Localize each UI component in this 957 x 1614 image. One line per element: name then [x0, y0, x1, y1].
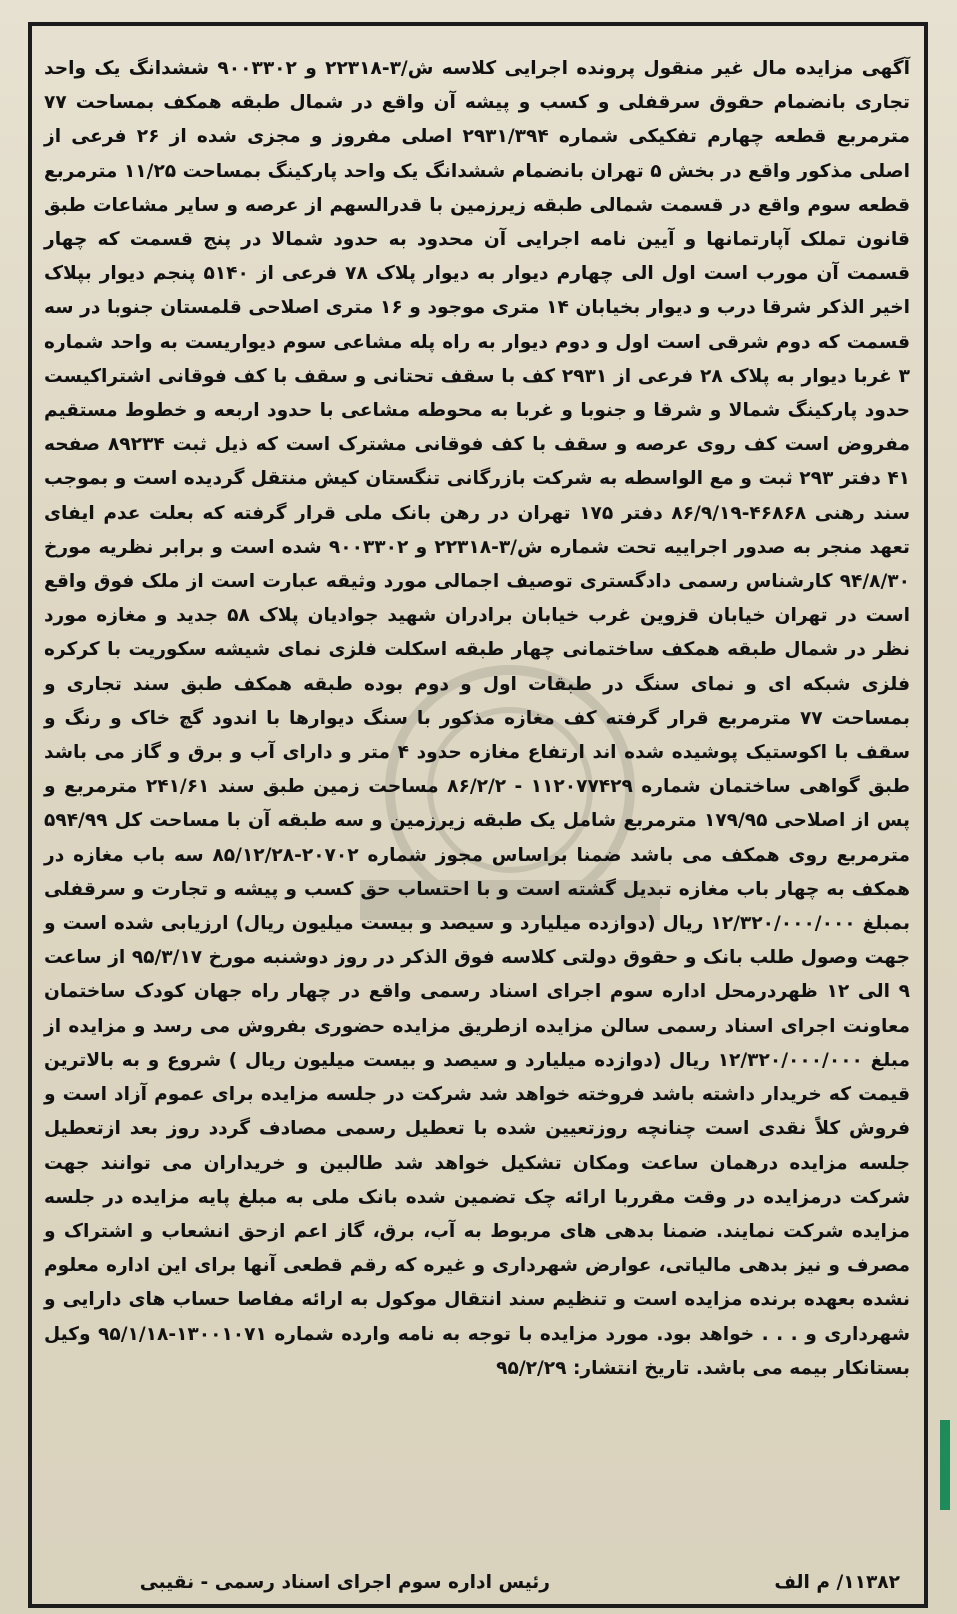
reference-number: ۱۱۳۸۲/ م الف — [774, 1572, 900, 1593]
auction-notice-text: آگهی مزایده مال غیر منقول پرونده اجرایی کلاسه ش/۳-۲۲۳۱۸ و ۹۰۰۳۳۰۲ ششدانگ یک واحد تجاری بانضمام حقوق سرقفلی و کسب و پیشه آن واقع در شمال طبقه همکف بمساحت ۷۷ مترمربع قطعه چهارم تفکیکی شماره ۲۹۳۱/۳۹۴ اصلی مفروز و مجزی شده از ۲۶ فرعی از اصلی مذکور واقع در بخش ۵ تهران بانضمام ششدانگ یک واحد پارکینگ بمساحت ۱۱/۲۵ مترمربع قطعه سوم واقع در قسمت شمالی طبقه زیرزمین با قدرالسهم از عرصه و سایر مشاعات طبق قانون تملک آپارتمانها و آیین نامه اجرایی آن محدود به حدود شمالا در پنج قسمت که چهار قسمت آن مورب است اول الی چهارم دیوار به دیوار پلاک ۷۸ فرعی از ۵۱۴۰ پنجم دیوار بپلاک اخیر الذکر شرقا درب و دیوار بخیابان ۱۴ متری موجود و ۱۶ متری اصلاحی قلمستان جنوبا در سه قسمت که دوم شرقی است اول و دوم دیوار به راه پله مشاعی سوم دیواریست به واحد شماره ۳ غربا دیوار به پلاک ۲۸ فرعی از ۲۹۳۱ کف با سقف تحتانی و سقف با کف فوقانی اشتراکیست حدود پارکینگ شمالا و شرقا و جنوبا و غربا به محوطه مشاعی با حدود اربعه و خطوط مستقیم مفروض است کف روی عرصه و سقف با کف فوقانی مشترک است که ذیل ثبت ۸۹۲۳۴ صفحه ۴۱ دفتر ۲۹۳ ثبت و مع الواسطه به شرکت بازرگانی تنگستان کیش منتقل گردیده است و بموجب سند رهنی ۴۶۸۶۸-۸۶/۹/۱۹ دفتر ۱۷۵ تهران در رهن بانک ملی قرار گرفته که بعلت عدم ایفای تعهد منجر به صدور اجراییه تحت شماره ش/۳-۲۲۳۱۸ و ۹۰۰۳۳۰۲ شده است و برابر نظریه مورخ ۹۴/۸/۳۰ کارشناس رسمی دادگستری توصیف اجمالی مورد وثیقه عبارت است از ملک فوق واقع است در تهران خیابان قزوین غرب خیابان برادران شهید جوادیان پلاک ۵۸ جدید و مغازه مورد نظر در شمال طبقه همکف ساختمانی چهار طبقه اسکلت فلزی نمای شیشه سکوریت با کرکره فلزی شبکه ای و نمای سنگ در طبقات اول و دوم بوده طبقه همکف طبق سند تجاری و بمساحت ۷۷ مترمربع قرار گرفته کف مغازه مذکور با سنگ دیوارها با اندود گچ خاک و رنگ و سقف با اکوستیک پوشیده شده اند ارتفاع مغازه حدود ۴ متر و دارای آب و برق و گاز می باشد طبق گواهی ساختمان شماره ۱۱۲۰۷۷۴۲۹ - ۸۶/۲/۲ مساحت زمین طبق سند ۲۴۱/۶۱ مترمربع و پس از اصلاحی ۱۷۹/۹۵ مترمربع شامل یک طبقه زیرزمین و سه طبقه آن با مساحت کل ۵۹۴/۹۹ مترمربع روی همکف می باشد ضمنا براساس مجوز شماره ۲۰۷۰۲-۸۵/۱۲/۲۸ سه باب مغازه در همکف به چهار باب مغازه تبدیل گشته است و با احتساب حق کسب و پیشه و تجارت و سرقفلی بمبلغ ۱۲/۳۲۰/۰۰۰/۰۰۰ ریال (دوازده میلیارد و سیصد و بیست میلیون ریال) ارزیابی شده است و جهت وصول طلب بانک و حقوق دولتی کلاسه فوق الذکر در روز دوشنبه مورخ ۹۵/۳/۱۷ از ساعت ۹ الی ۱۲ ظهردرمحل اداره سوم اجرای اسناد رسمی واقع در چهار راه جهان کودک ساختمان معاونت اجرای اسناد رسمی سالن مزایده ازطریق مزایده حضوری بفروش می رسد و مزایده از مبلغ ۱۲/۳۲۰/۰۰۰/۰۰۰ ریال (دوازده میلیارد و سیصد و بیست میلیون ریال ) شروع و به بالاترین قیمت که خریدار داشته باشد فروخته خواهد شد شرکت در جلسه مزایده برای عموم آزاد است و فروش کلاً نقدی است چنانچه روزتعیین شده با تعطیل رسمی مصادف گردد روز بعد ازتعطیل جلسه مزایده درهمان ساعت ومکان تشکیل خواهد شد طالبین و خریداران می توانند جهت شرکت درمزایده در وقت مقرربا ارائه چک تضمین شده بانک ملی به مبلغ پایه مزایده در جلسه مزایده شرکت نمایند. ضمنا بدهی های مربوط به آب، برق، گاز اعم ازحق انشعاب و اشتراک و مصرف و نیز بدهی مالیاتی، عوارض شهرداری و غیره که رقم قطعی آنها برای این اداره معلوم نشده بعهده برنده مزایده است و تنظیم سند انتقال موکول به ارائه مفاصا حساب های دارایی و شهرداری و . . . خواهد بود. مورد مزایده با توجه به نامه وارده شماره ۱۳۰۰۱۰۷۱-۹۵/۱/۱۸ وکیل بستانکار بیمه می باشد. تاریخ انتشار: ۹۵/۲/۲۹ — [44, 58, 911, 1379]
notice-footer — [44, 1566, 910, 1600]
edge-accent-mark — [936, 1420, 954, 1510]
signature-line: رئیس اداره سوم اجرای اسناد رسمی - نقیبی — [139, 1572, 550, 1593]
